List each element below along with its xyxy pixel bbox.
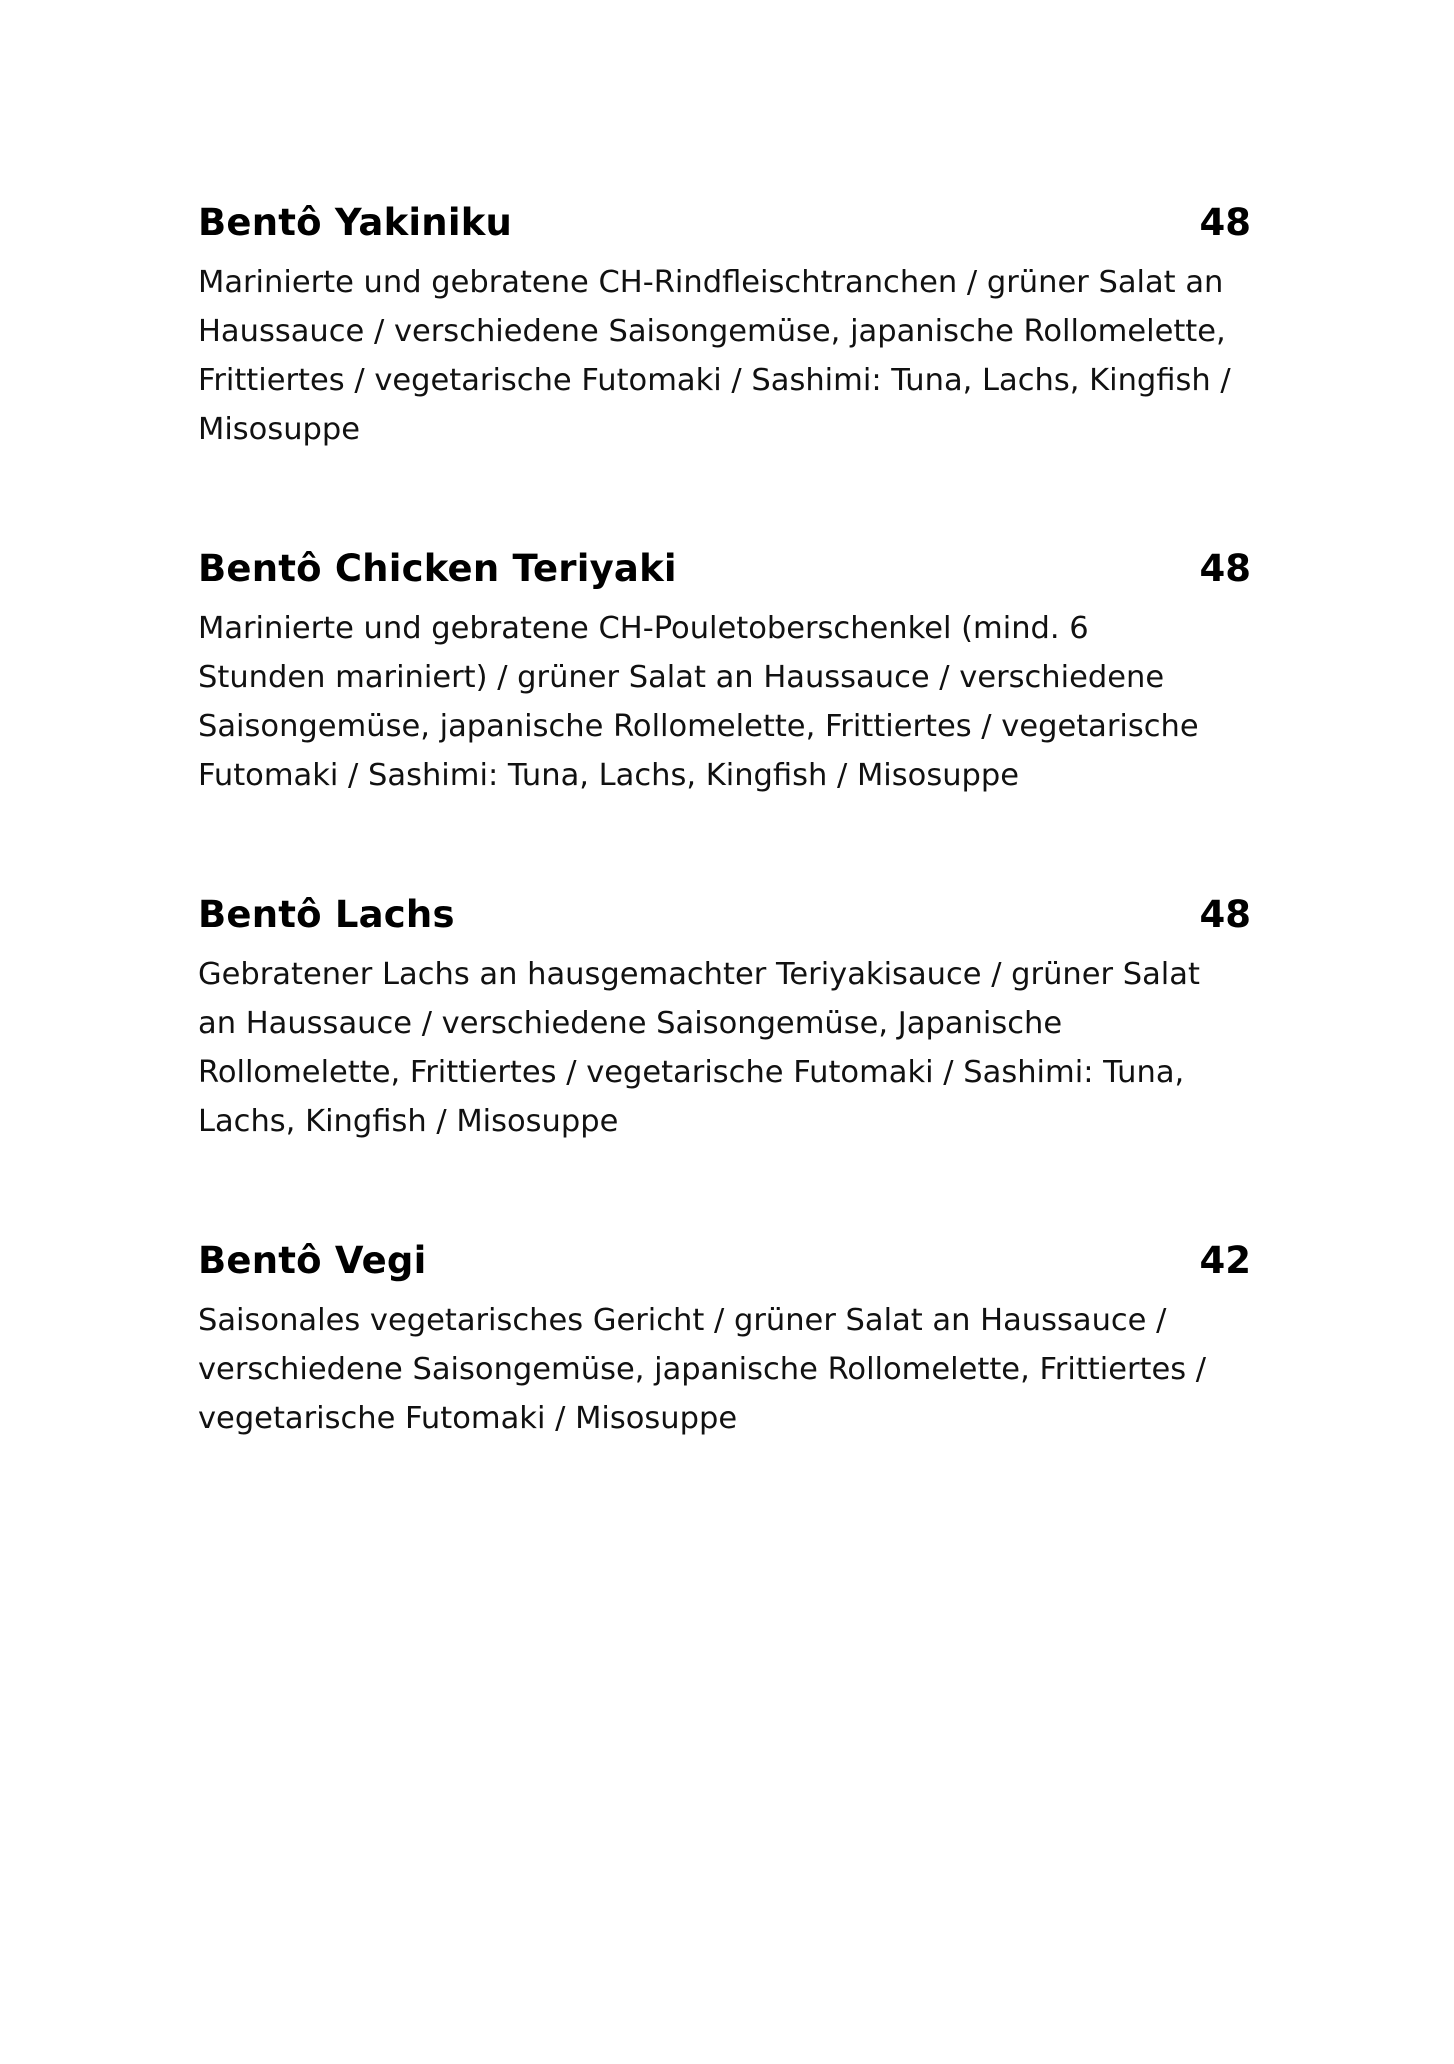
description-line: Saisongemüse, japanische Rollomelette, Frittiertes / vegetarische: [198, 709, 1199, 744]
description-line: Marinierte und gebratene CH-Pouletoberschenkel (mind. 6: [198, 611, 1089, 646]
menu-item-price: 48: [1199, 547, 1251, 590]
menu-item-name: Bentô Lachs: [198, 893, 455, 936]
menu-item-chicken-teriyaki: [198, 542, 1258, 800]
description-line: Frittiertes / vegetarische Futomaki / Sashimi: Tuna, Lachs, Kingfish /: [198, 363, 1231, 398]
menu-item-name: Bentô Chicken Teriyaki: [198, 547, 677, 590]
menu-item-description: [198, 604, 1262, 800]
menu-item-lachs: [198, 888, 1258, 1146]
description-line: Lachs, Kingfish / Misosuppe: [198, 1104, 619, 1139]
description-line: Haussauce / verschiedene Saisongemüse, japanische Rollomelette,: [198, 314, 1226, 349]
menu-item-header: [198, 196, 1258, 250]
menu-list: [198, 196, 1258, 1531]
menu-item-description: [198, 258, 1262, 454]
menu-item-description: [198, 1296, 1262, 1443]
description-line: Saisonales vegetarisches Gericht / grüner Salat an Haussauce /: [198, 1303, 1167, 1338]
menu-item-header: [198, 888, 1258, 942]
menu-item-description: [198, 950, 1262, 1146]
description-line: vegetarische Futomaki / Misosuppe: [198, 1401, 738, 1436]
menu-item-price: 48: [1199, 201, 1251, 244]
menu-item-header: [198, 1234, 1258, 1288]
description-line: Futomaki / Sashimi: Tuna, Lachs, Kingfish / Misosuppe: [198, 758, 1020, 793]
description-line: Rollomelette, Frittiertes / vegetarische Futomaki / Sashimi: Tuna,: [198, 1055, 1185, 1090]
description-line: Marinierte und gebratene CH-Rindfleischtranchen / grüner Salat an: [198, 265, 1224, 300]
description-line: an Haussauce / verschiedene Saisongemüse, Japanische: [198, 1006, 1063, 1041]
menu-item-vegi: [198, 1234, 1258, 1443]
menu-item-name: Bentô Vegi: [198, 1239, 427, 1282]
menu-item-price: 42: [1199, 1239, 1251, 1282]
description-line: Misosuppe: [198, 412, 361, 447]
menu-item-price: 48: [1199, 893, 1251, 936]
menu-item-header: [198, 542, 1258, 596]
menu-item-yakiniku: [198, 196, 1258, 454]
description-line: Gebratener Lachs an hausgemachter Teriyakisauce / grüner Salat: [198, 957, 1200, 992]
description-line: Stunden mariniert) / grüner Salat an Haussauce / verschiedene: [198, 660, 1165, 695]
menu-item-name: Bentô Yakiniku: [198, 201, 513, 244]
description-line: verschiedene Saisongemüse, japanische Rollomelette, Frittiertes /: [198, 1352, 1207, 1387]
